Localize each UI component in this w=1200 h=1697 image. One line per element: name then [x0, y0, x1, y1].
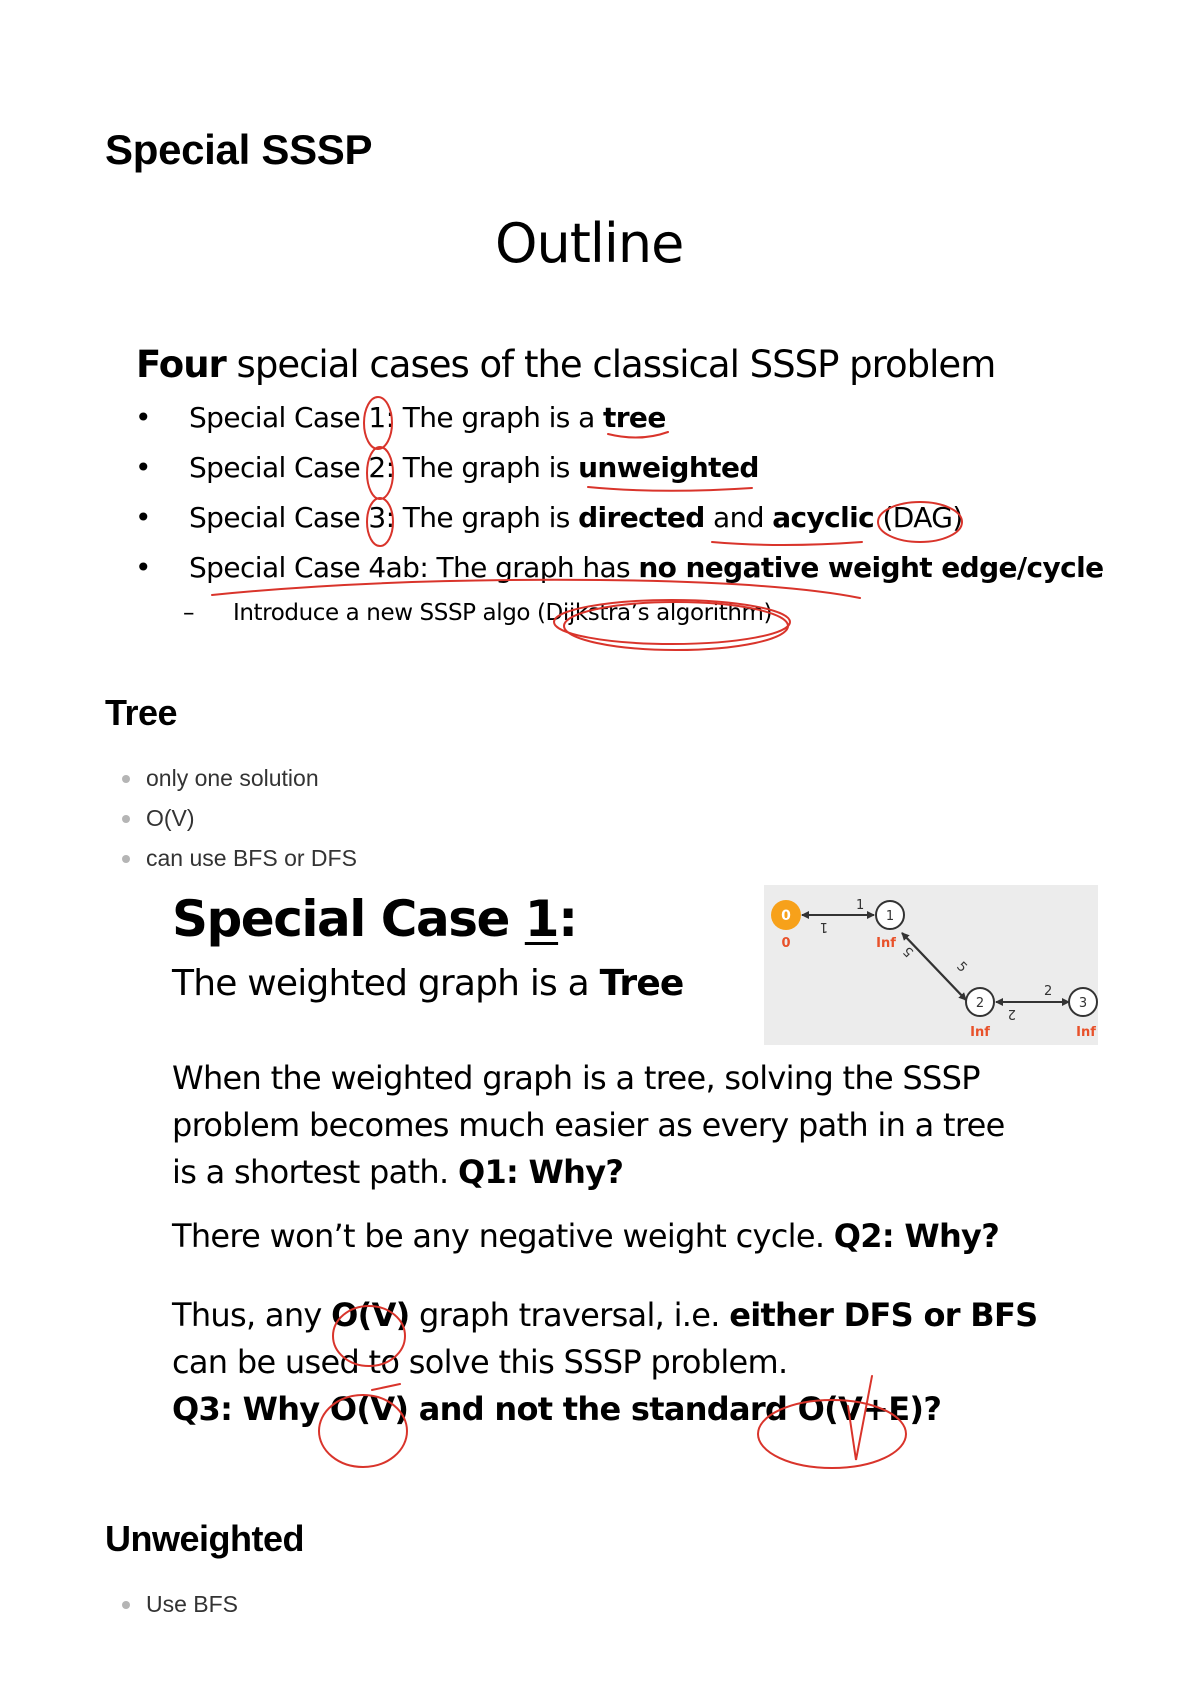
edge-weight-label: 2: [1007, 1006, 1016, 1021]
tree-bullet-list: [118, 763, 357, 883]
tree-graph: [764, 885, 1098, 1045]
edge-weight-label: 5: [900, 942, 918, 960]
graph-node: [1069, 988, 1097, 1016]
edge-weight-label: 5: [953, 959, 970, 976]
outline-title: Outline: [495, 212, 684, 275]
list-item: only one solution: [118, 763, 357, 803]
node-distance-label: Inf: [970, 1025, 990, 1040]
outline-case-item: • Special Case 3: The graph is directed and acyclic (DAG): [135, 498, 1104, 548]
list-item: O(V): [118, 803, 357, 843]
svg-text:1: 1: [885, 909, 895, 924]
section-heading-unweighted: Unweighted: [105, 1518, 304, 1559]
case1-paragraph-3: Thus, any O(V) graph traversal, i.e. either DFS or BFS can be used to solve this SSSP problem. Q3: Why O(V) and not the standard O(V+E)?: [172, 1296, 1038, 1428]
sub-dash: –: [183, 600, 195, 626]
svg-text:2: 2: [975, 996, 985, 1011]
edge-weight-label: 1: [819, 919, 828, 934]
outline-case-list: [135, 398, 1104, 598]
edge-weight-label: 1: [856, 898, 865, 913]
case1-subtitle: The weighted graph is a Tree: [172, 963, 684, 1004]
node-distance-label: Inf: [1076, 1025, 1096, 1040]
outline-case-item: • Special Case 2: The graph is unweighted: [135, 448, 1104, 498]
outline-heading: [136, 343, 995, 386]
case1-paragraph-1: When the weighted graph is a tree, solving the SSSP problem becomes much easier as every path in a tree is a shortest path. Q1: Why?: [172, 1059, 1005, 1191]
unweighted-bullet-list: [118, 1589, 238, 1629]
graph-node: [876, 901, 904, 929]
list-item: Use BFS: [118, 1589, 238, 1629]
outline-sub-item: [183, 600, 772, 626]
case1-paragraph-2: There won’t be any negative weight cycle. Q2: Why?: [172, 1217, 1000, 1255]
svg-text:3: 3: [1078, 996, 1088, 1011]
outline-heading-bold: Four: [136, 343, 226, 386]
outline-case-item: • Special Case 4ab: The graph has no negative weight edge/cycle: [135, 548, 1104, 598]
section-heading-tree: Tree: [105, 692, 178, 733]
svg-text:0: 0: [781, 908, 791, 924]
outline-slide-image: [0, 200, 1200, 670]
graph-node-source: [771, 900, 801, 930]
case1-slide-image: [0, 885, 1200, 1485]
sub-item-text: Introduce a new SSSP algo (Dijkstra’s algorithm): [233, 600, 773, 626]
graph-node: [966, 988, 994, 1016]
edge-weight-label: 2: [1044, 984, 1053, 999]
graph-figure: [764, 885, 1098, 1045]
outline-case-item: • Special Case 1: The graph is a tree: [135, 398, 1104, 448]
outline-heading-rest: special cases of the classical SSSP problem: [225, 343, 996, 386]
list-item: can use BFS or DFS: [118, 843, 357, 883]
node-distance-label: 0: [781, 936, 791, 951]
page-title: Special SSSP: [105, 126, 373, 173]
case1-title: Special Case 1:: [172, 890, 577, 948]
node-distance-label: Inf: [876, 936, 896, 951]
